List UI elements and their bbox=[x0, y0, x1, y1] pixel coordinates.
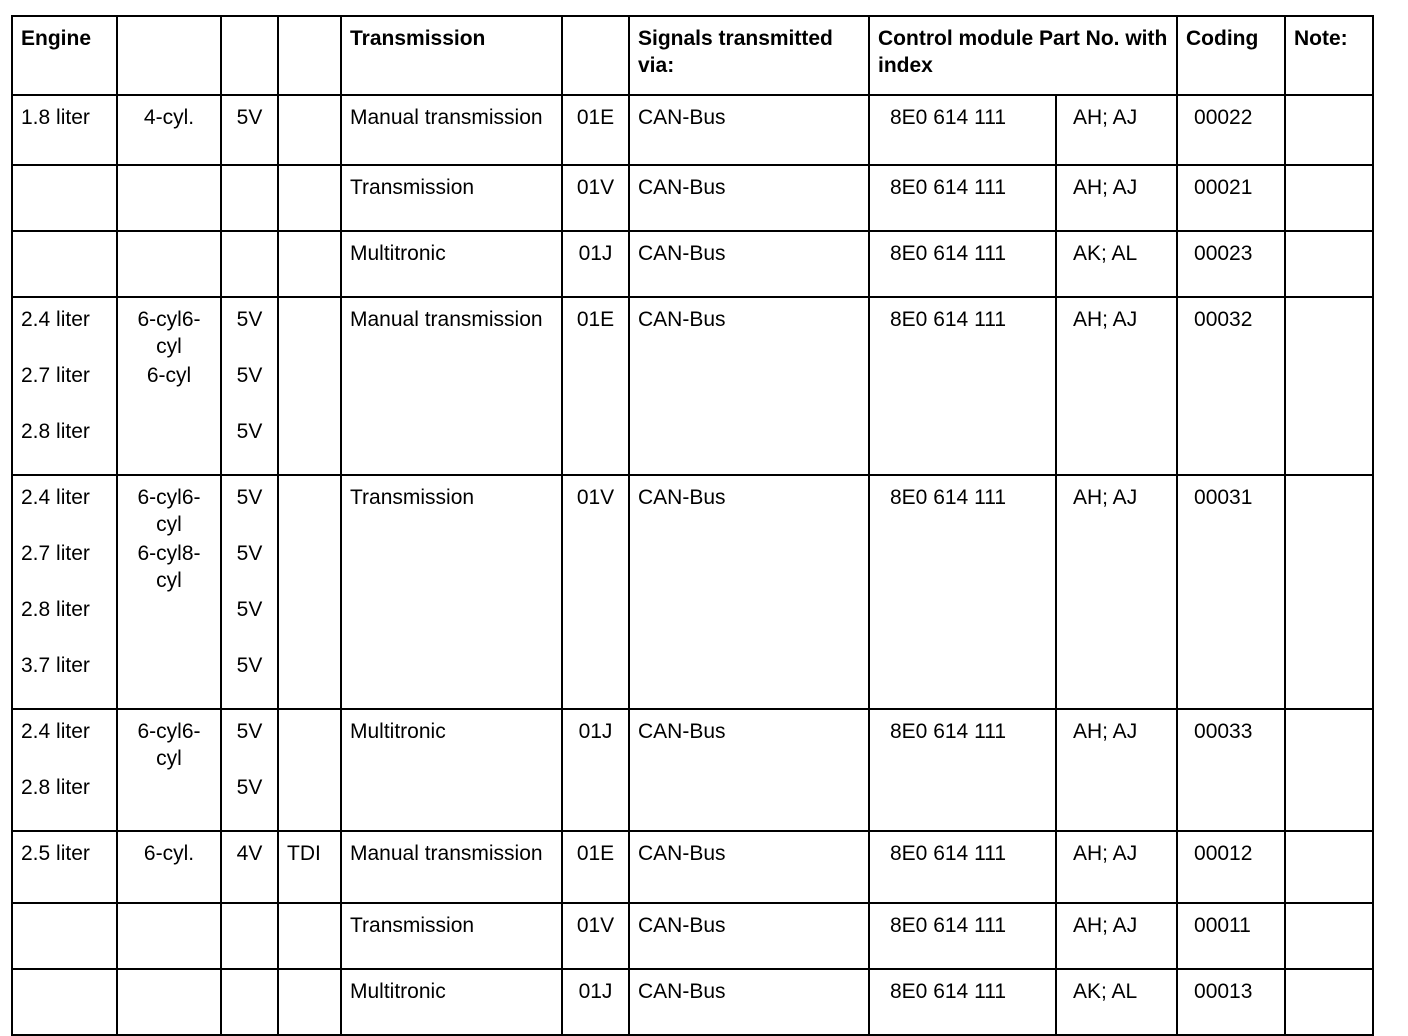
cylinder-line: cyl bbox=[156, 513, 182, 536]
note-cell bbox=[1285, 969, 1373, 1035]
note-cell bbox=[1285, 165, 1373, 231]
valves-line: 5V bbox=[236, 106, 263, 129]
transmission-code-cell: 01V bbox=[562, 475, 629, 709]
cylinder-line: 4-cyl. bbox=[143, 106, 195, 129]
header-signals: Signals transmitted via: bbox=[629, 16, 869, 95]
engine-cell bbox=[12, 231, 117, 297]
header-control-module: Control module Part No. with index bbox=[869, 16, 1177, 95]
signal-bus-cell: CAN-Bus bbox=[629, 903, 869, 969]
valves-cell bbox=[221, 903, 278, 969]
engine-line: 2.4 liter bbox=[21, 308, 90, 331]
valves-line: 5V bbox=[236, 308, 263, 331]
valves-cell bbox=[221, 831, 278, 903]
tdi-cell bbox=[278, 903, 341, 969]
engine-line: 2.7 liter bbox=[21, 542, 90, 565]
coding-cell: 00022 bbox=[1177, 95, 1285, 165]
header-coding: Coding bbox=[1177, 16, 1285, 95]
header-empty-tdi bbox=[278, 16, 341, 95]
header-empty-cyl bbox=[117, 16, 221, 95]
table-row bbox=[12, 165, 1373, 231]
transmission-code-cell: 01E bbox=[562, 95, 629, 165]
transmission-cell: Multitronic bbox=[341, 969, 562, 1035]
engine-line: 2.4 liter bbox=[21, 720, 90, 743]
table-row bbox=[12, 297, 1373, 475]
transmission-cell: Transmission bbox=[341, 903, 562, 969]
engine-cell bbox=[12, 831, 117, 903]
engine-line: 2.5 liter bbox=[21, 842, 90, 865]
valves-line bbox=[230, 240, 269, 296]
part-index-cell: AH; AJ bbox=[1056, 95, 1177, 165]
cylinder-cell bbox=[117, 969, 221, 1035]
valves-line bbox=[230, 978, 269, 1034]
transmission-code-cell: 01J bbox=[562, 709, 629, 831]
valves-line: 5V bbox=[236, 420, 263, 443]
cylinder-line: cyl bbox=[156, 335, 182, 358]
table-row bbox=[12, 969, 1373, 1035]
note-cell bbox=[1285, 709, 1373, 831]
note-cell bbox=[1285, 903, 1373, 969]
cylinder-cell bbox=[117, 831, 221, 903]
valves-line: 4V bbox=[236, 842, 263, 865]
cylinder-line: cyl bbox=[156, 569, 182, 592]
part-number-cell: 8E0 614 111 bbox=[869, 297, 1056, 475]
part-index-cell: AK; AL bbox=[1056, 969, 1177, 1035]
part-index-cell: AK; AL bbox=[1056, 231, 1177, 297]
valves-cell bbox=[221, 165, 278, 231]
table-row bbox=[12, 95, 1373, 165]
cylinder-line: 6-cyl6- bbox=[137, 308, 201, 331]
table-row bbox=[12, 903, 1373, 969]
coding-cell: 00023 bbox=[1177, 231, 1285, 297]
coding-cell: 00012 bbox=[1177, 831, 1285, 903]
table-row bbox=[12, 831, 1373, 903]
cylinder-line: cyl bbox=[156, 747, 182, 770]
transmission-cell: Manual transmission bbox=[341, 95, 562, 165]
part-number-cell: 8E0 614 111 bbox=[869, 95, 1056, 165]
tdi-cell bbox=[278, 95, 341, 165]
engine-line: 2.7 liter bbox=[21, 364, 90, 387]
engine-cell bbox=[12, 903, 117, 969]
header-note: Note: bbox=[1285, 16, 1373, 95]
part-number-cell: 8E0 614 111 bbox=[869, 231, 1056, 297]
engine-line bbox=[21, 240, 108, 296]
tdi-cell bbox=[278, 165, 341, 231]
cylinder-line: 6-cyl bbox=[146, 364, 192, 387]
valves-line: 5V bbox=[236, 542, 263, 565]
valves-cell bbox=[221, 475, 278, 709]
valves-line: 5V bbox=[236, 776, 263, 799]
valves-line: 5V bbox=[236, 486, 263, 509]
note-cell bbox=[1285, 95, 1373, 165]
cylinder-cell bbox=[117, 165, 221, 231]
part-index-cell: AH; AJ bbox=[1056, 475, 1177, 709]
signal-bus-cell: CAN-Bus bbox=[629, 95, 869, 165]
engine-cell bbox=[12, 297, 117, 475]
signal-bus-cell: CAN-Bus bbox=[629, 709, 869, 831]
transmission-cell: Multitronic bbox=[341, 709, 562, 831]
engine-line: 2.4 liter bbox=[21, 486, 90, 509]
engine-line bbox=[21, 174, 108, 230]
header-transmission: Transmission bbox=[341, 16, 562, 95]
tdi-cell: TDI bbox=[278, 831, 341, 903]
cylinder-line: 6-cyl6- bbox=[137, 486, 201, 509]
valves-line: 5V bbox=[236, 364, 263, 387]
engine-cell bbox=[12, 709, 117, 831]
engine-line: 2.8 liter bbox=[21, 598, 90, 621]
transmission-code-cell: 01J bbox=[562, 969, 629, 1035]
coding-cell: 00021 bbox=[1177, 165, 1285, 231]
transmission-code-cell: 01V bbox=[562, 165, 629, 231]
part-number-cell: 8E0 614 111 bbox=[869, 831, 1056, 903]
valves-line: 5V bbox=[236, 720, 263, 743]
transmission-cell: Multitronic bbox=[341, 231, 562, 297]
tdi-cell bbox=[278, 709, 341, 831]
part-index-cell: AH; AJ bbox=[1056, 297, 1177, 475]
valves-line bbox=[230, 912, 269, 968]
transmission-cell: Manual transmission bbox=[341, 831, 562, 903]
cylinder-cell bbox=[117, 475, 221, 709]
cylinder-cell bbox=[117, 903, 221, 969]
part-index-cell: AH; AJ bbox=[1056, 709, 1177, 831]
part-number-cell: 8E0 614 111 bbox=[869, 903, 1056, 969]
note-cell bbox=[1285, 297, 1373, 475]
engine-cell bbox=[12, 969, 117, 1035]
valves-cell bbox=[221, 297, 278, 475]
coding-table bbox=[11, 15, 1374, 1036]
valves-cell bbox=[221, 95, 278, 165]
transmission-cell: Manual transmission bbox=[341, 297, 562, 475]
part-number-cell: 8E0 614 111 bbox=[869, 475, 1056, 709]
engine-line: 2.8 liter bbox=[21, 420, 90, 443]
table-row bbox=[12, 709, 1373, 831]
note-cell bbox=[1285, 831, 1373, 903]
table-row bbox=[12, 475, 1373, 709]
tdi-cell bbox=[278, 231, 341, 297]
header-engine: Engine bbox=[12, 16, 117, 95]
tdi-cell bbox=[278, 475, 341, 709]
engine-cell bbox=[12, 475, 117, 709]
cylinder-line: 6-cyl8- bbox=[137, 542, 201, 565]
signal-bus-cell: CAN-Bus bbox=[629, 831, 869, 903]
transmission-code-cell: 01E bbox=[562, 831, 629, 903]
transmission-cell: Transmission bbox=[341, 165, 562, 231]
engine-line bbox=[21, 912, 108, 968]
part-index-cell: AH; AJ bbox=[1056, 831, 1177, 903]
valves-cell bbox=[221, 969, 278, 1035]
tdi-cell bbox=[278, 297, 341, 475]
cylinder-line: 6-cyl. bbox=[143, 842, 195, 865]
note-cell bbox=[1285, 475, 1373, 709]
part-number-cell: 8E0 614 111 bbox=[869, 709, 1056, 831]
table-body bbox=[12, 95, 1373, 1035]
note-cell bbox=[1285, 231, 1373, 297]
valves-line: 5V bbox=[236, 598, 263, 621]
signal-bus-cell: CAN-Bus bbox=[629, 969, 869, 1035]
table-row bbox=[12, 231, 1373, 297]
transmission-code-cell: 01V bbox=[562, 903, 629, 969]
engine-line: 3.7 liter bbox=[21, 654, 90, 677]
engine-line bbox=[21, 978, 108, 1034]
signal-bus-cell: CAN-Bus bbox=[629, 297, 869, 475]
coding-cell: 00033 bbox=[1177, 709, 1285, 831]
signal-bus-cell: CAN-Bus bbox=[629, 475, 869, 709]
tdi-cell bbox=[278, 969, 341, 1035]
valves-line: 5V bbox=[236, 654, 263, 677]
cylinder-cell bbox=[117, 231, 221, 297]
cylinder-cell bbox=[117, 297, 221, 475]
coding-cell: 00013 bbox=[1177, 969, 1285, 1035]
cylinder-cell bbox=[117, 95, 221, 165]
transmission-cell: Transmission bbox=[341, 475, 562, 709]
engine-cell bbox=[12, 165, 117, 231]
coding-cell: 00031 bbox=[1177, 475, 1285, 709]
engine-cell bbox=[12, 95, 117, 165]
signal-bus-cell: CAN-Bus bbox=[629, 231, 869, 297]
header-empty-valves bbox=[221, 16, 278, 95]
engine-line: 2.8 liter bbox=[21, 776, 90, 799]
part-index-cell: AH; AJ bbox=[1056, 165, 1177, 231]
header-empty-code bbox=[562, 16, 629, 95]
cylinder-cell bbox=[117, 709, 221, 831]
signal-bus-cell: CAN-Bus bbox=[629, 165, 869, 231]
header-row bbox=[12, 16, 1373, 95]
valves-cell bbox=[221, 231, 278, 297]
transmission-code-cell: 01E bbox=[562, 297, 629, 475]
engine-line: 1.8 liter bbox=[21, 106, 90, 129]
part-index-cell: AH; AJ bbox=[1056, 903, 1177, 969]
cylinder-line: 6-cyl6- bbox=[137, 720, 201, 743]
transmission-code-cell: 01J bbox=[562, 231, 629, 297]
coding-cell: 00011 bbox=[1177, 903, 1285, 969]
valves-cell bbox=[221, 709, 278, 831]
part-number-cell: 8E0 614 111 bbox=[869, 969, 1056, 1035]
coding-cell: 00032 bbox=[1177, 297, 1285, 475]
valves-line bbox=[230, 174, 269, 230]
part-number-cell: 8E0 614 111 bbox=[869, 165, 1056, 231]
